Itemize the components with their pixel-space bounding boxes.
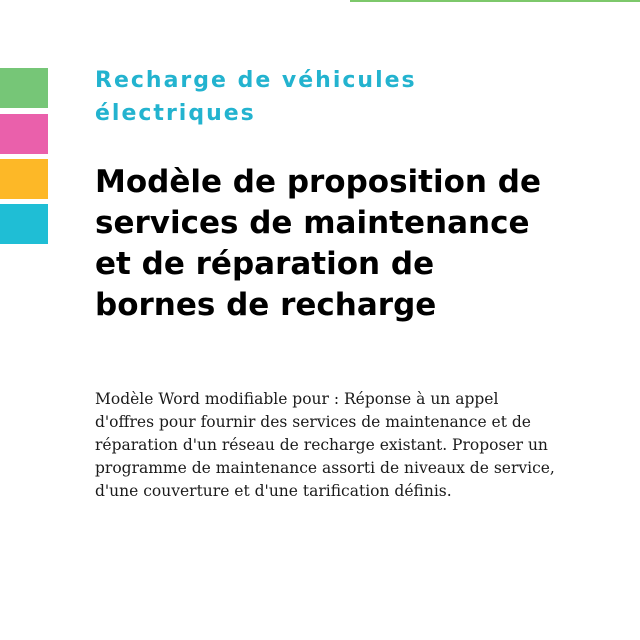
color-bar-pink — [0, 114, 48, 154]
document-title — [95, 162, 615, 326]
title-line: services de maintenance — [95, 205, 530, 241]
category-line: Recharge de véhicules — [95, 68, 417, 93]
category-line: électriques — [95, 101, 256, 126]
title-line: bornes de recharge — [95, 287, 437, 323]
title-line: Modèle de proposition de — [95, 164, 541, 200]
description-line: d'une couverture et d'une tarification définis. — [95, 482, 452, 500]
title-line: et de réparation de — [95, 246, 435, 282]
color-bar-yellow — [0, 159, 48, 199]
top-accent-line — [350, 0, 640, 2]
description-line: réparation d'un réseau de recharge existant. Proposer un — [95, 436, 548, 454]
category-heading — [95, 64, 595, 130]
description-line: d'offres pour fournir des services de maintenance et de — [95, 413, 531, 431]
color-bar-green — [0, 68, 48, 108]
color-bar-cyan — [0, 204, 48, 244]
description-line: programme de maintenance assorti de niveaux de service, — [95, 459, 555, 477]
description-text — [95, 388, 595, 503]
description-line: Modèle Word modifiable pour : Réponse à un appel — [95, 390, 499, 408]
